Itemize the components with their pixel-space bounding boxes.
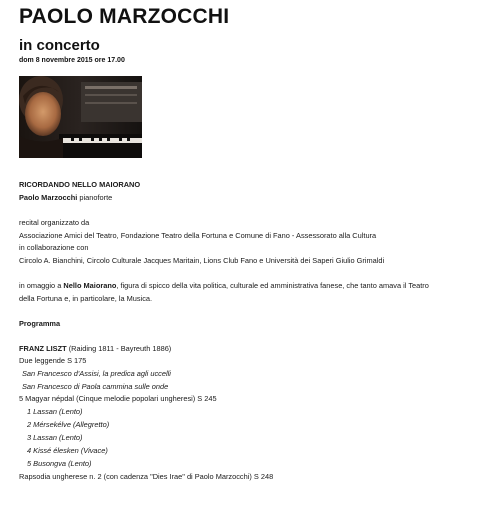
tribute-line-1: [19, 281, 429, 291]
collaborators: Circolo A. Bianchini, Circolo Culturale Jacques Maritain, Lions Club Fano e Università dei Saperi Giulio Grimaldi: [19, 256, 385, 265]
tribute-prefix: in omaggio a: [19, 281, 62, 290]
composer-dates: (Raiding 1811 - Bayreuth 1886): [68, 344, 172, 353]
program-item: San Francesco di Paola cammina sulle onde: [22, 382, 169, 391]
program-item: 5 Busongva (Lento): [27, 459, 92, 468]
tribute-name: Nello Maiorano: [63, 281, 117, 290]
composer-line: [19, 344, 171, 354]
collab-intro: in collaborazione con: [19, 243, 89, 252]
tribute-text-1: , figura di spicco della vita politica, culturale ed amministrativa fanese, che tanto amava il Teatro: [116, 281, 429, 290]
performer-line: [19, 193, 112, 203]
concert-heading: RICORDANDO NELLO MAIORANO: [19, 180, 141, 189]
page-subtitle: in concerto: [19, 37, 100, 54]
page-title: PAOLO MARZOCCHI: [19, 5, 230, 28]
program-item: 5 Magyar népdal (Cinque melodie popolari ungheresi) S 245: [19, 394, 217, 403]
program-item: 3 Lassan (Lento): [27, 433, 83, 442]
performer-role: pianoforte: [79, 193, 113, 202]
program-item: 4 Kissé élesken (Vivace): [27, 446, 108, 455]
program-item: 2 Mérsekélve (Allegretto): [27, 420, 110, 429]
organized-intro: recital organizzato da: [19, 218, 90, 227]
tribute-line-2: della Fortuna e, in particolare, la Musica.: [19, 294, 153, 303]
composer-name: FRANZ LISZT: [19, 344, 67, 353]
program-item: Due leggende S 175: [19, 356, 87, 365]
performer-photo: [19, 76, 142, 158]
program-item: Rapsodia ungherese n. 2 (con cadenza "Dies Irae" di Paolo Marzocchi) S 248: [19, 472, 274, 481]
programma-heading: Programma: [19, 319, 61, 328]
event-date: dom 8 novembre 2015 ore 17.00: [19, 57, 125, 64]
program-item: San Francesco d'Assisi, la predica agli uccelli: [22, 369, 171, 378]
organizers: Associazione Amici del Teatro, Fondazione Teatro della Fortuna e Comune di Fano - Assessorato alla Cultura: [19, 231, 377, 240]
performer-name: Paolo Marzocchi: [19, 193, 78, 202]
program-item: 1 Lassan (Lento): [27, 407, 83, 416]
